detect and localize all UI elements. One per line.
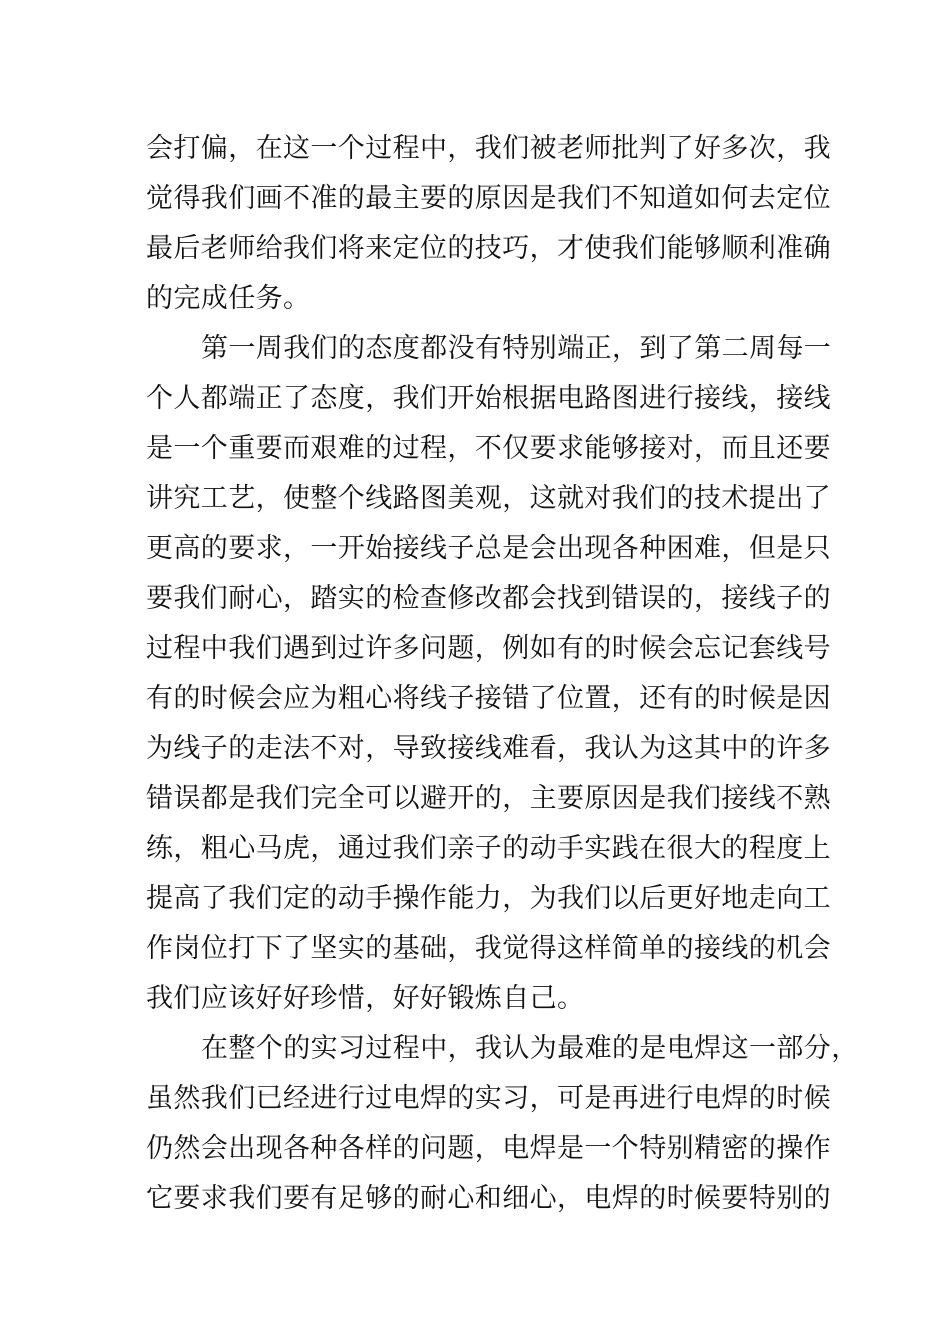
paragraph-2 — [146, 324, 832, 1024]
text-line: 它要求我们要有足够的耐心和细心，电焊的时候要特别的 — [146, 1183, 831, 1214]
document-body — [146, 124, 859, 1224]
text-line: 的完成任务。 — [146, 283, 311, 314]
text-line: 作岗位打下了坚实的基础，我觉得这样简单的接线的机会 — [146, 933, 831, 964]
text-line: 虽然我们已经进行过电焊的实习，可是再进行电焊的时候 — [146, 1083, 831, 1114]
text-line: 觉得我们画不准的最主要的原因是我们不知道如何去定位 — [146, 183, 831, 214]
text-line: 第一周我们的态度都没有特别端正，到了第二周每一 — [201, 333, 832, 364]
paragraph-3 — [146, 1024, 859, 1224]
text-line: 是一个重要而艰难的过程，不仅要求能够接对，而且还要 — [146, 433, 831, 464]
text-line: 提高了我们定的动手操作能力，为我们以后更好地走向工 — [146, 883, 831, 914]
text-line: 最后老师给我们将来定位的技巧，才使我们能够顺利准确 — [146, 233, 831, 264]
text-line: 为线子的走法不对，导致接线难看，我认为这其中的许多 — [146, 733, 831, 764]
text-line: 练，粗心马虎，通过我们亲子的动手实践在很大的程度上 — [146, 833, 831, 864]
paragraph-1 — [146, 124, 831, 324]
text-line: 我们应该好好珍惜，好好锻炼自己。 — [146, 983, 585, 1014]
text-line: 讲究工艺，使整个线路图美观，这就对我们的技术提出了 — [146, 483, 831, 514]
text-line: 仍然会出现各种各样的问题，电焊是一个特别精密的操作 — [146, 1133, 831, 1164]
text-line: 在整个的实习过程中，我认为最难的是电焊这一部分， — [201, 1033, 859, 1064]
text-line: 有的时候会应为粗心将线子接错了位置，还有的时候是因 — [146, 683, 831, 714]
text-line: 个人都端正了态度，我们开始根据电路图进行接线，接线 — [146, 383, 831, 414]
text-line: 过程中我们遇到过许多问题，例如有的时候会忘记套线号 — [146, 633, 831, 664]
text-line: 更高的要求，一开始接线子总是会出现各种困难，但是只 — [146, 533, 831, 564]
text-line: 错误都是我们完全可以避开的，主要原因是我们接线不熟 — [146, 783, 831, 814]
text-line: 会打偏，在这一个过程中，我们被老师批判了好多次，我 — [146, 133, 831, 164]
text-line: 要我们耐心，踏实的检查修改都会找到错误的，接线子的 — [146, 583, 831, 614]
